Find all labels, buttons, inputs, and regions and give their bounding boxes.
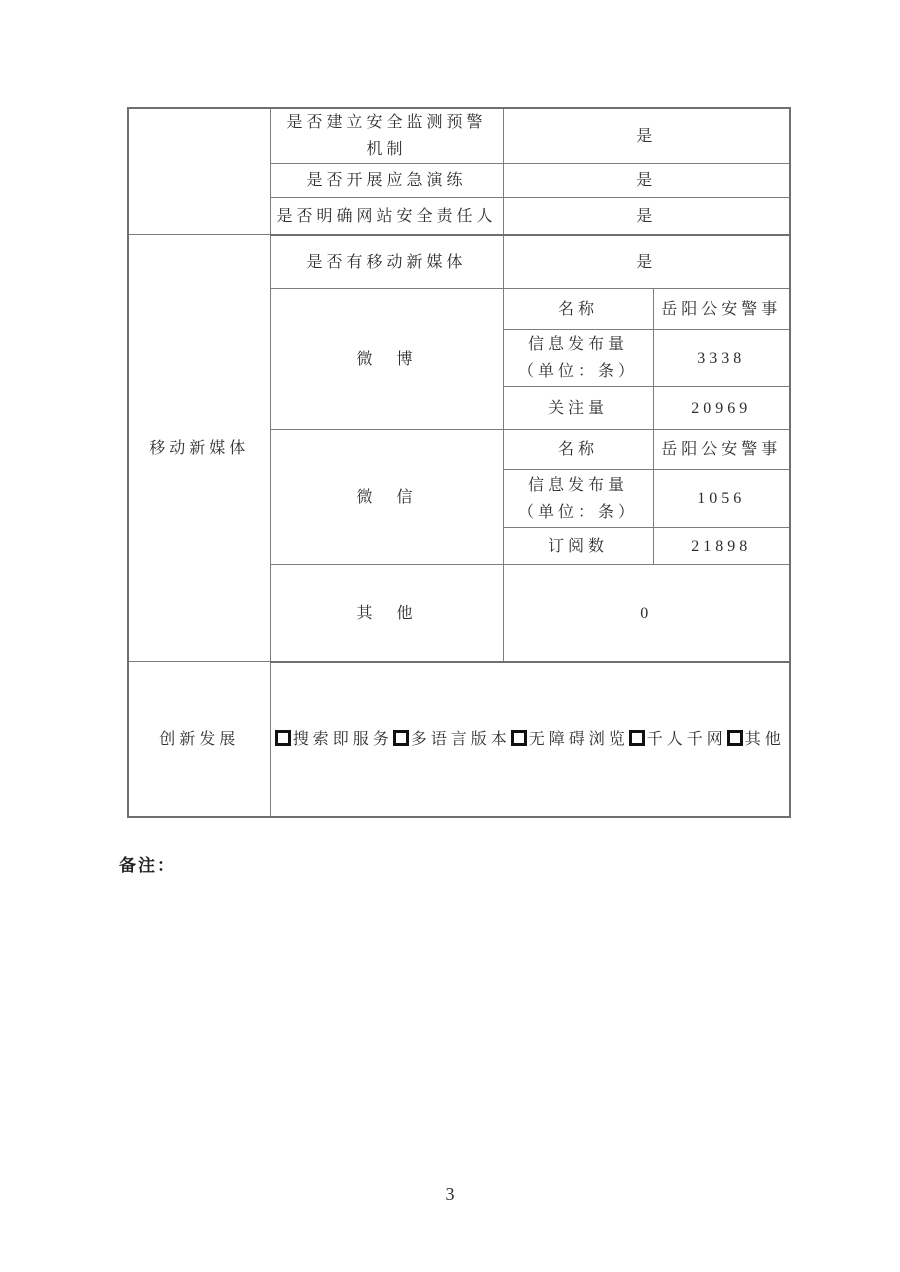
question-label-line2: 机制 xyxy=(366,141,407,159)
question-label-responsible: 是否明确网站安全责任人 xyxy=(270,198,503,235)
weibo-publish-label-line1: 信息发布量 xyxy=(527,336,628,354)
other-media-label: 其 他 xyxy=(270,565,503,662)
section-cell-empty xyxy=(128,108,270,235)
question-label-has-mobile-media: 是否有移动新媒体 xyxy=(270,235,503,289)
weixin-label-cell: 微 信 xyxy=(270,430,503,565)
weibo-label-cell: 微 博 xyxy=(270,289,503,430)
weibo-publish-value: 3338 xyxy=(653,330,790,387)
weixin-publish-label-line2: （单位：条） xyxy=(517,503,638,521)
weixin-publish-label xyxy=(503,470,653,528)
question-value-drill: 是 xyxy=(503,164,790,198)
question-label-drill: 是否开展应急演练 xyxy=(270,164,503,198)
weibo-publish-label-line2: （单位：条） xyxy=(517,363,638,381)
weixin-publish-label-line1: 信息发布量 xyxy=(527,476,628,494)
checkbox-icon xyxy=(629,730,645,746)
question-value-responsible: 是 xyxy=(503,198,790,235)
checkbox-icon xyxy=(511,730,527,746)
checkbox-icon xyxy=(727,730,743,746)
weibo-followers-value: 20969 xyxy=(653,387,790,430)
innovation-option-label: 千人千网 xyxy=(646,730,727,748)
weibo-name-label: 名称 xyxy=(503,289,653,330)
weixin-subscribers-label: 订阅数 xyxy=(503,528,653,565)
innovation-option-label: 多语言版本 xyxy=(410,730,511,748)
page-number: 3 xyxy=(445,1184,455,1204)
question-label-monitoring xyxy=(270,108,503,164)
checkbox-icon xyxy=(275,730,291,746)
weixin-name-value: 岳阳公安警事 xyxy=(653,430,790,470)
innovation-option-label: 无障碍浏览 xyxy=(528,730,629,748)
innovation-option-label: 搜索即服务 xyxy=(292,730,393,748)
question-value-monitoring: 是 xyxy=(503,108,790,164)
weibo-name-value: 岳阳公安警事 xyxy=(653,289,790,330)
innovation-option xyxy=(727,731,785,748)
checkbox-icon xyxy=(393,730,409,746)
question-label-line1: 是否建立安全监测预警 xyxy=(286,114,487,131)
notes-label: 备注： xyxy=(119,856,176,875)
weixin-name-label: 名称 xyxy=(503,430,653,470)
weibo-publish-label xyxy=(503,330,653,387)
section-cell-innovation: 创新发展 xyxy=(128,662,270,817)
question-value-has-mobile-media: 是 xyxy=(503,235,790,289)
innovation-option xyxy=(393,731,511,748)
weibo-followers-label: 关注量 xyxy=(503,387,653,430)
weixin-publish-value: 1056 xyxy=(653,470,790,528)
section-cell-mobile-media: 移动新媒体 xyxy=(128,235,270,662)
annual-report-table xyxy=(127,107,791,818)
weixin-subscribers-value: 21898 xyxy=(653,528,790,565)
other-media-value: 0 xyxy=(503,565,790,662)
innovation-option-label: 其他 xyxy=(744,730,785,748)
innovation-options-cell xyxy=(270,662,790,817)
innovation-option xyxy=(629,731,727,748)
innovation-option xyxy=(511,731,629,748)
innovation-option xyxy=(275,731,393,748)
